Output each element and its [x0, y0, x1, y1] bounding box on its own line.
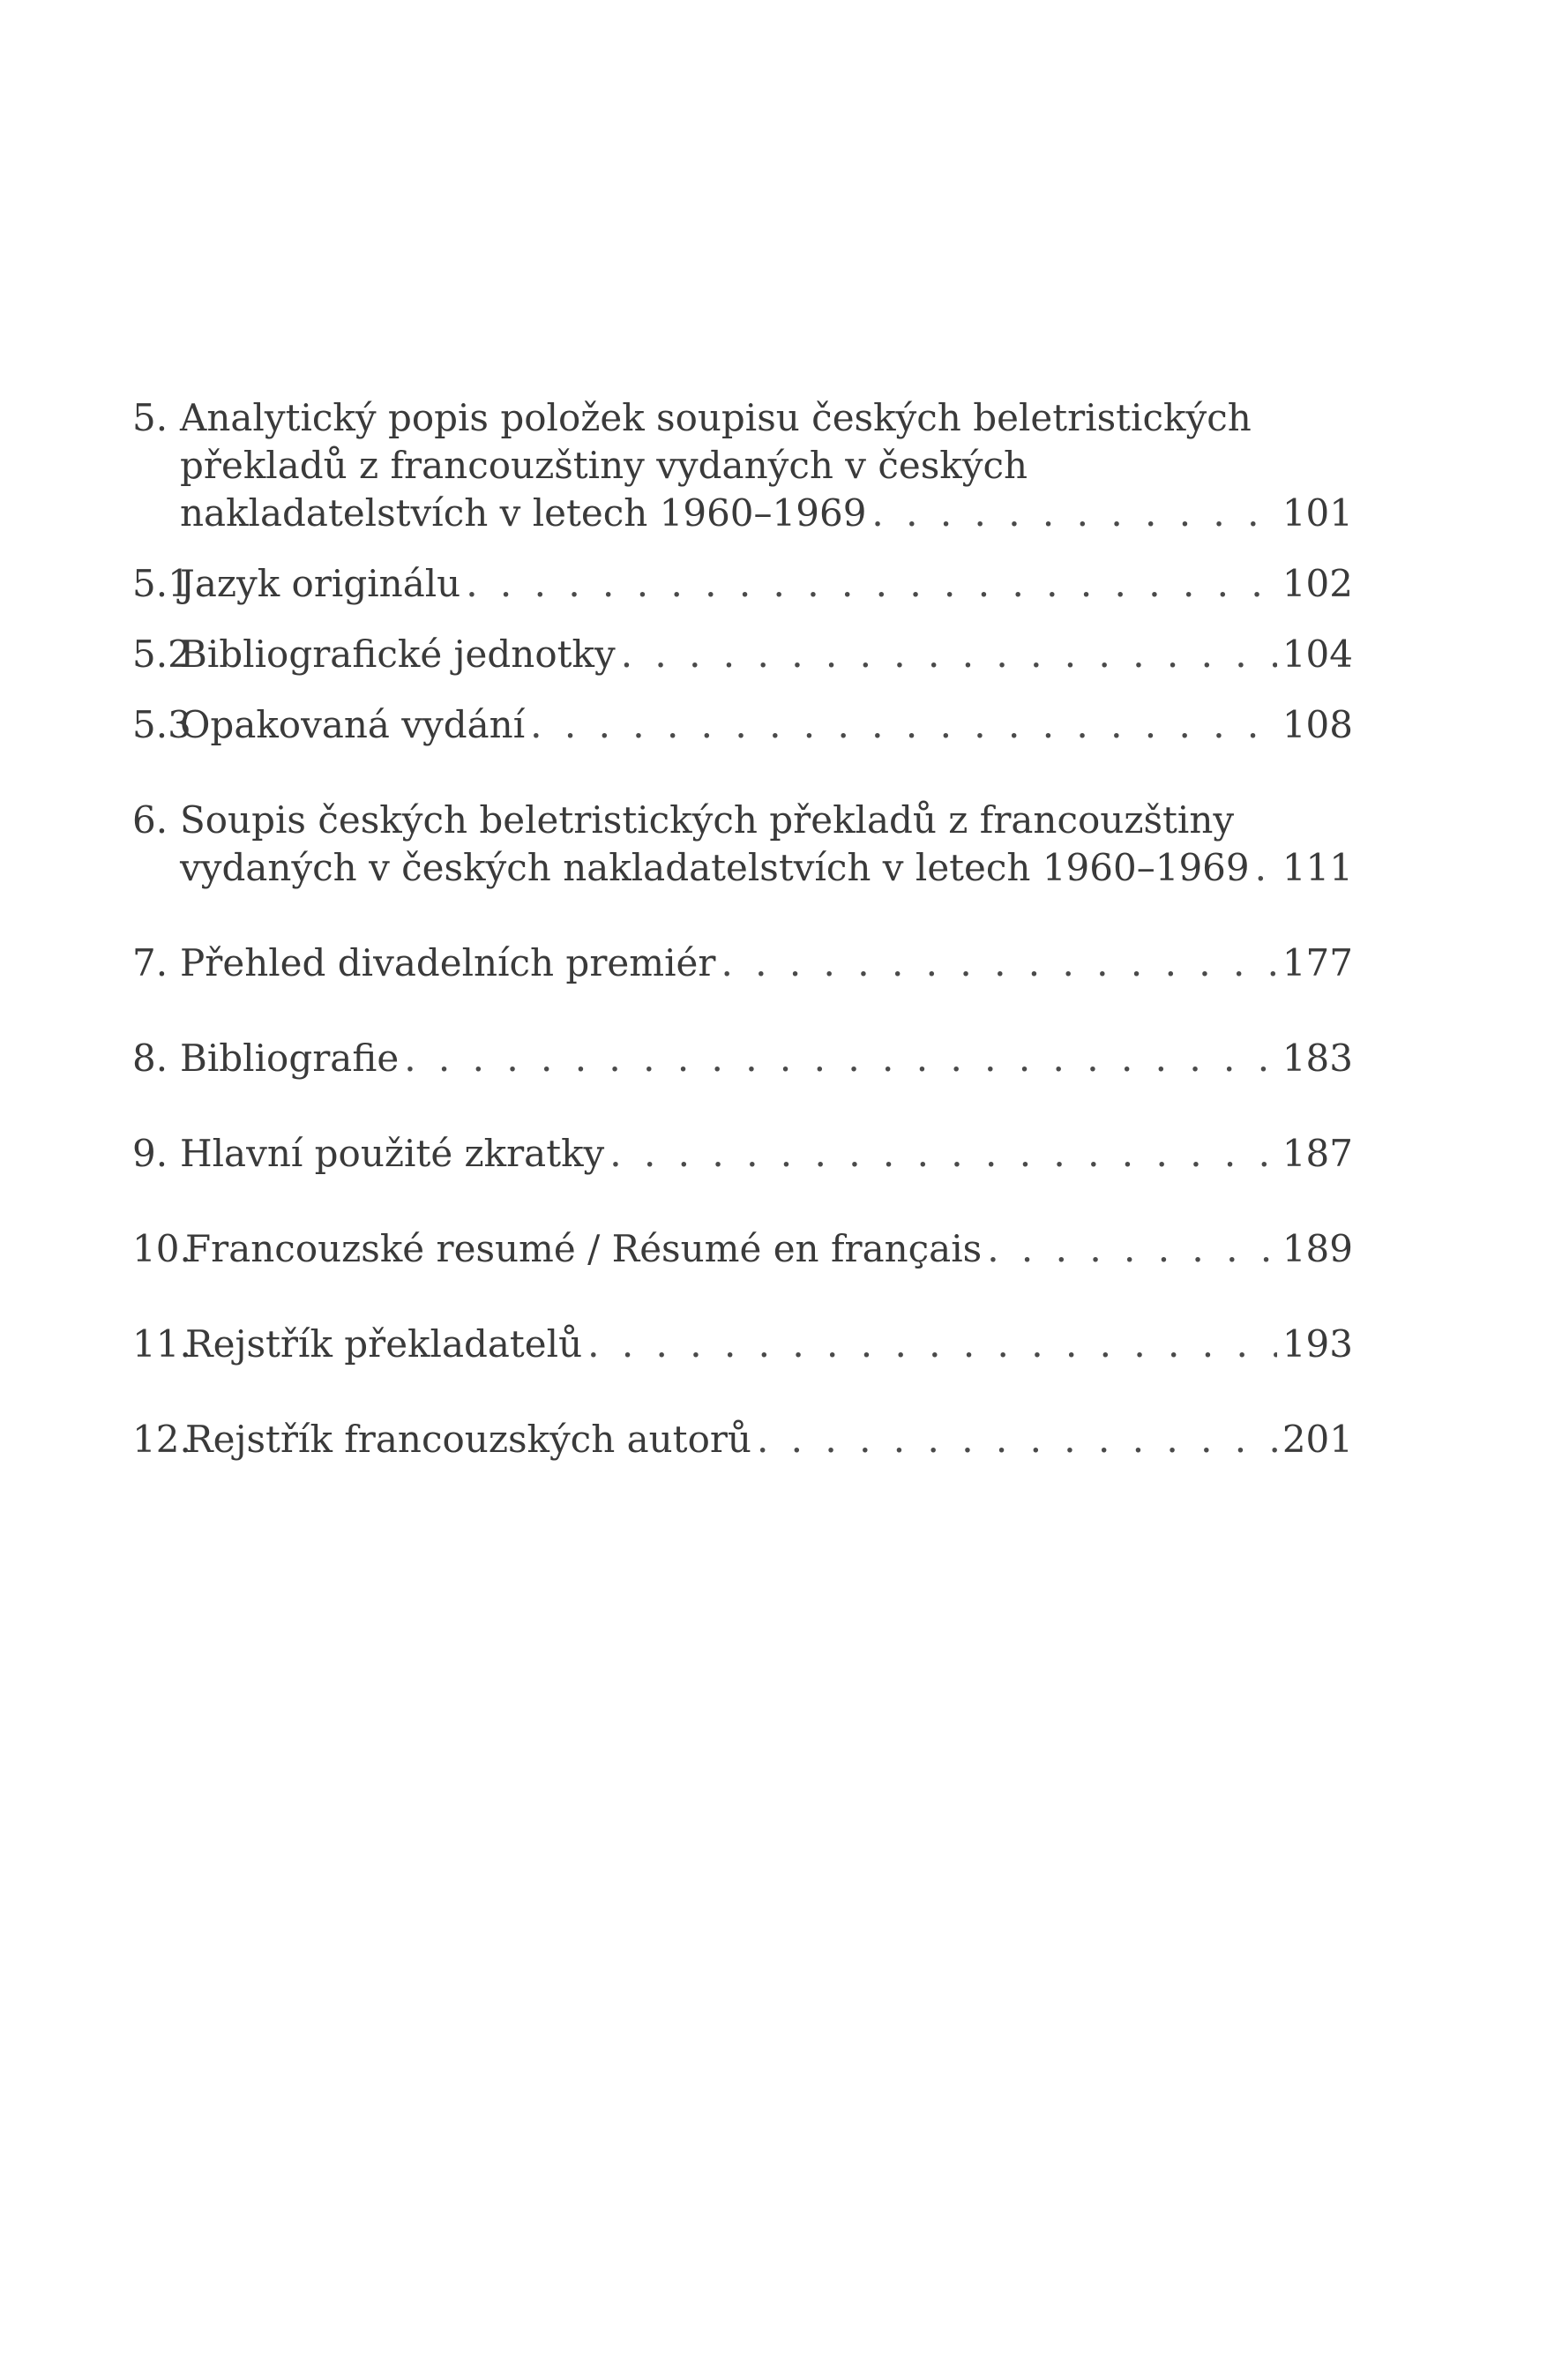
toc-entry-11[interactable] [132, 1321, 1353, 1368]
dot-leader [987, 1225, 1277, 1273]
dot-leader [609, 1130, 1277, 1178]
toc-entry-9[interactable] [132, 1130, 1353, 1178]
toc-entry-8[interactable] [132, 1035, 1353, 1082]
toc-title-line: překladů z francouzštiny vydaných v českých [180, 444, 1028, 487]
toc-number: 12. [132, 1418, 191, 1461]
dot-leader [404, 1035, 1277, 1082]
toc-title: Jazyk originálu [180, 562, 461, 605]
toc-title-line: Soupis českých beletristických překladů z francouzštiny [180, 798, 1235, 842]
dot-leader [466, 560, 1277, 608]
toc-page-number: 183 [1282, 1037, 1353, 1080]
dot-leader [587, 1321, 1277, 1368]
toc-entry-12[interactable] [132, 1416, 1353, 1463]
toc-title-line: Analytický popis položek soupisu českých beletristických [180, 396, 1252, 439]
toc-title: Hlavní použité zkratky [180, 1132, 605, 1175]
dot-leader [530, 701, 1277, 749]
toc-entry-10[interactable] [132, 1225, 1353, 1273]
toc-page-number: 177 [1282, 941, 1353, 984]
toc-number: 10. [132, 1227, 191, 1270]
toc-number: 6. [132, 798, 168, 842]
toc-title: Opakovaná vydání [180, 703, 526, 746]
toc-page-number: 102 [1282, 562, 1353, 605]
toc-entry-7[interactable] [132, 939, 1353, 987]
toc-page-number: 193 [1282, 1322, 1353, 1366]
toc-title: Rejstřík francouzských autorů [185, 1418, 751, 1461]
toc-number: 5.3 [132, 703, 191, 746]
toc-number: 11. [132, 1322, 191, 1366]
dot-leader [721, 939, 1276, 987]
toc-page-number: 104 [1282, 632, 1353, 676]
toc-number: 7. [132, 941, 168, 984]
toc-title: Rejstřík překladatelů [185, 1322, 583, 1366]
toc-entry-6[interactable] [132, 797, 1353, 892]
dot-leader [621, 631, 1277, 678]
toc-title: Bibliografie [180, 1037, 400, 1080]
dot-leader [1255, 844, 1277, 892]
toc-page-number: 189 [1282, 1227, 1353, 1270]
toc-title-line: nakladatelstvích v letech 1960–1969 [180, 491, 867, 535]
toc-page-number: 187 [1282, 1132, 1353, 1175]
dot-leader [757, 1416, 1277, 1463]
toc-page-number: 201 [1282, 1418, 1353, 1461]
toc-title: Francouzské resumé / Résumé en français [185, 1227, 983, 1270]
toc-number: 5.2 [132, 632, 191, 676]
toc-entry-5-2[interactable] [132, 631, 1353, 678]
toc-page-number: 111 [1282, 846, 1353, 889]
toc-title-line: vydaných v českých nakladatelstvích v letech 1960–1969 [180, 846, 1250, 889]
toc-number: 9. [132, 1132, 168, 1175]
toc-page-number: 101 [1282, 491, 1353, 535]
toc-page-number: 108 [1282, 703, 1353, 746]
toc-entry-5[interactable] [132, 394, 1353, 537]
toc-title: Bibliografické jednotky [180, 632, 616, 676]
toc-entry-5-1[interactable] [132, 560, 1353, 608]
toc-title: Přehled divadelních premiér [180, 941, 716, 984]
dot-leader [871, 490, 1276, 537]
toc-number: 5. [132, 396, 168, 439]
toc-number: 5.1 [132, 562, 191, 605]
toc-number: 8. [132, 1037, 168, 1080]
toc-entry-5-3[interactable] [132, 701, 1353, 749]
table-of-contents [132, 394, 1353, 1463]
